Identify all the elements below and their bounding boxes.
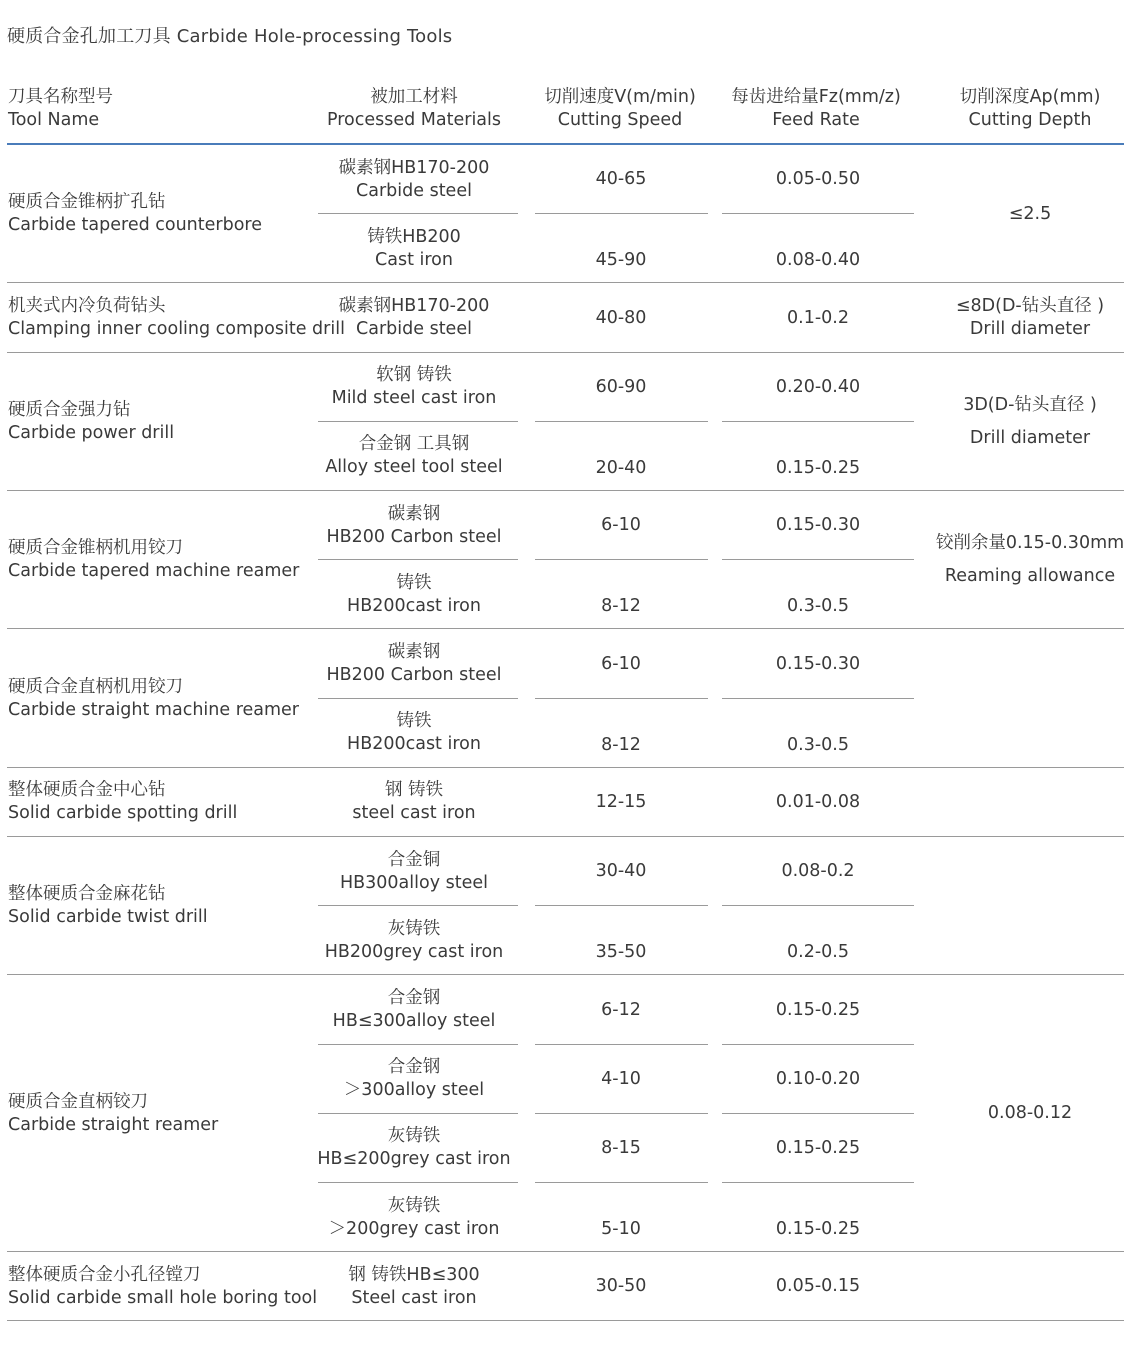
sub-row-divider xyxy=(722,421,914,422)
depth-note: Reaming allowance xyxy=(944,566,1116,587)
sub-row-divider xyxy=(535,905,708,906)
header-tool-en: Tool Name xyxy=(8,110,100,130)
material-en: HB200cast iron xyxy=(347,734,481,755)
header-material-zh: 被加工材料 xyxy=(370,87,458,107)
material-en: Carbide steel xyxy=(356,180,472,201)
feed-value: 0.08-0.40 xyxy=(775,250,861,271)
tool-name-en: Carbide tapered counterbore xyxy=(8,215,262,236)
material-zh: 钢 铸铁 xyxy=(384,780,444,801)
speed-value: 40-80 xyxy=(595,307,647,328)
material-cell xyxy=(310,433,518,479)
feed-value: 0.15-0.25 xyxy=(775,1219,861,1240)
tool-name-en: Solid carbide small hole boring tool xyxy=(8,1287,318,1308)
depth-note: Drill diameter xyxy=(969,319,1091,339)
header-tool-name xyxy=(8,86,113,132)
material-zh: 碳素钢 xyxy=(387,503,441,524)
speed-value: 8-12 xyxy=(601,596,641,617)
material-cell xyxy=(310,503,518,549)
material-en: HB300alloy steel xyxy=(339,872,488,893)
speed-value: 40-65 xyxy=(595,169,647,190)
header-material-en: Processed Materials xyxy=(326,110,502,130)
sub-row-divider xyxy=(535,213,708,214)
material-zh: 碳素钢HB170-200 xyxy=(338,296,490,316)
speed-value: 8-12 xyxy=(601,734,641,755)
tool-name-en: Carbide tapered machine reamer xyxy=(8,561,300,582)
feed-cell xyxy=(722,653,914,676)
feed-cell xyxy=(722,514,914,537)
feed-cell xyxy=(722,860,914,883)
depth-cell xyxy=(930,394,1130,450)
tool-name-zh: 整体硬质合金麻花钻 xyxy=(8,884,166,905)
tool-name-zh: 硬质合金直柄机用铰刀 xyxy=(8,676,183,697)
feed-cell xyxy=(722,1137,914,1160)
material-zh: 灰铸铁 xyxy=(387,1195,441,1216)
material-cell xyxy=(310,226,518,272)
material-cell xyxy=(310,1264,518,1310)
depth-value: 0.08-0.12 xyxy=(987,1103,1073,1124)
feed-cell xyxy=(722,941,914,964)
tool-name xyxy=(8,537,299,583)
material-zh: 合金钢 xyxy=(387,988,441,1008)
material-zh: 碳素钢HB170-200 xyxy=(338,157,490,178)
material-en: ＞200grey cast iron xyxy=(328,1218,500,1239)
feed-cell xyxy=(722,999,914,1022)
feed-cell xyxy=(722,168,914,191)
material-zh: 合金铜 xyxy=(387,849,441,870)
material-en: HB200 Carbon steel xyxy=(326,665,502,685)
material-cell xyxy=(310,157,518,203)
depth-value: ≤8D(D-钻头直径 ) xyxy=(955,296,1105,316)
material-en: Steel cast iron xyxy=(351,1287,477,1308)
material-cell xyxy=(310,572,518,618)
speed-value: 5-10 xyxy=(601,1219,641,1240)
row-divider xyxy=(7,1320,1124,1321)
depth-note: Drill diameter xyxy=(969,427,1091,448)
material-cell xyxy=(310,987,518,1033)
row-divider xyxy=(7,1251,1124,1252)
material-cell xyxy=(310,364,518,410)
feed-value: 0.15-0.25 xyxy=(775,1137,861,1158)
material-cell xyxy=(310,295,518,341)
material-cell xyxy=(310,918,518,964)
depth-value: 铰削余量0.15-0.30mm xyxy=(935,533,1125,554)
speed-cell xyxy=(533,653,709,676)
material-zh: 铸铁 xyxy=(396,572,432,593)
tool-name-zh: 硬质合金锥柄扩孔钻 xyxy=(8,192,166,213)
header-depth-en: Cutting Depth xyxy=(968,110,1092,130)
speed-cell xyxy=(533,1137,709,1160)
tool-name xyxy=(8,399,174,445)
speed-cell xyxy=(533,999,709,1022)
speed-value: 4-10 xyxy=(601,1068,641,1089)
row-divider xyxy=(7,767,1124,768)
feed-cell xyxy=(722,1068,914,1091)
material-en: Alloy steel tool steel xyxy=(325,457,503,478)
material-zh: 合金钢 xyxy=(387,1057,441,1078)
material-zh: 合金钢 工具钢 xyxy=(358,434,470,455)
speed-cell xyxy=(533,376,709,399)
sub-row-divider xyxy=(318,905,518,906)
tool-name xyxy=(8,779,237,825)
header-feed xyxy=(714,86,918,132)
tool-name xyxy=(8,191,262,237)
feed-value: 0.3-0.5 xyxy=(787,734,849,755)
speed-value: 30-40 xyxy=(595,861,647,882)
speed-cell xyxy=(533,860,709,883)
material-zh: 灰铸铁 xyxy=(387,918,441,939)
sub-row-divider xyxy=(535,559,708,560)
sub-row-divider xyxy=(535,1044,708,1045)
feed-value: 0.05-0.15 xyxy=(775,1276,861,1297)
feed-value: 0.3-0.5 xyxy=(787,596,849,617)
material-cell xyxy=(310,1195,518,1241)
sub-row-divider xyxy=(318,559,518,560)
speed-value: 30-50 xyxy=(595,1276,647,1297)
feed-cell xyxy=(722,457,914,480)
speed-value: 45-90 xyxy=(595,250,647,271)
material-en: steel cast iron xyxy=(352,803,476,824)
tool-name xyxy=(8,676,299,722)
feed-value: 0.2-0.5 xyxy=(787,942,849,963)
sub-row-divider xyxy=(535,1113,708,1114)
feed-value: 0.08-0.2 xyxy=(781,861,855,882)
depth-cell xyxy=(930,203,1130,226)
sub-row-divider xyxy=(318,1182,518,1183)
tool-name-zh: 硬质合金直柄铰刀 xyxy=(8,1091,148,1112)
speed-value: 60-90 xyxy=(595,376,647,397)
depth-value: ≤2.5 xyxy=(1008,203,1052,224)
row-divider xyxy=(7,490,1124,491)
tool-name-en: Carbide straight machine reamer xyxy=(8,699,300,720)
speed-value: 6-10 xyxy=(601,515,641,536)
header-feed-zh: 每齿进给量Fz(mm/z) xyxy=(731,87,901,107)
speed-cell xyxy=(533,307,709,330)
material-zh: 灰铸铁 xyxy=(387,1126,441,1147)
feed-cell xyxy=(722,307,914,330)
row-divider xyxy=(7,282,1124,283)
tool-name-zh: 硬质合金锥柄机用铰刀 xyxy=(8,538,183,559)
feed-value: 0.15-0.30 xyxy=(775,515,861,536)
sub-row-divider xyxy=(318,421,518,422)
header-speed-en: Cutting Speed xyxy=(557,110,683,130)
feed-cell xyxy=(722,249,914,272)
tool-name-en: Solid carbide twist drill xyxy=(8,907,208,928)
material-zh: 软钢 铸铁 xyxy=(376,365,452,386)
tool-name xyxy=(8,1091,218,1137)
tool-name-en: Carbide straight reamer xyxy=(8,1114,219,1135)
header-speed-zh: 切削速度V(m/min) xyxy=(544,87,696,107)
header-depth-zh: 切削深度Ap(mm) xyxy=(959,87,1101,107)
row-divider xyxy=(7,836,1124,837)
speed-cell xyxy=(533,514,709,537)
feed-cell xyxy=(722,791,914,814)
feed-cell xyxy=(722,1218,914,1241)
speed-cell xyxy=(533,457,709,480)
row-divider xyxy=(7,628,1124,629)
header-divider xyxy=(7,143,1124,145)
material-cell xyxy=(310,641,518,687)
sub-row-divider xyxy=(318,1113,518,1114)
speed-value: 8-15 xyxy=(601,1137,641,1158)
material-en: HB≤300alloy steel xyxy=(332,1011,496,1031)
sub-row-divider xyxy=(722,213,914,214)
depth-cell xyxy=(930,295,1130,341)
row-divider xyxy=(7,352,1124,353)
material-cell xyxy=(310,1056,518,1102)
sub-row-divider xyxy=(535,698,708,699)
tool-name-zh: 整体硬质合金中心钻 xyxy=(8,780,166,801)
header-depth xyxy=(930,86,1130,132)
material-en: Carbide steel xyxy=(356,319,472,339)
header-feed-en: Feed Rate xyxy=(772,110,860,130)
page-title: 硬质合金孔加工刀具 Carbide Hole-processing Tools xyxy=(7,26,453,47)
sub-row-divider xyxy=(318,213,518,214)
material-zh: 铸铁 xyxy=(396,711,432,732)
sub-row-divider xyxy=(722,1044,914,1045)
tool-name-en: Carbide power drill xyxy=(8,422,175,443)
feed-value: 0.15-0.25 xyxy=(775,999,861,1020)
feed-cell xyxy=(722,1275,914,1298)
feed-cell xyxy=(722,734,914,757)
speed-value: 20-40 xyxy=(595,457,647,478)
sub-row-divider xyxy=(722,1182,914,1183)
depth-cell xyxy=(930,532,1130,588)
material-zh: 钢 铸铁HB≤300 xyxy=(348,1264,480,1285)
sub-row-divider xyxy=(722,905,914,906)
speed-value: 35-50 xyxy=(595,942,647,963)
material-en: HB≤200grey cast iron xyxy=(317,1149,511,1170)
speed-cell xyxy=(533,1068,709,1091)
header-material xyxy=(310,86,518,132)
material-en: HB200cast iron xyxy=(347,595,481,616)
material-zh: 碳素钢 xyxy=(387,642,441,662)
row-divider xyxy=(7,974,1124,975)
material-en: HB200grey cast iron xyxy=(324,941,504,962)
material-zh: 铸铁HB200 xyxy=(367,226,461,247)
sub-row-divider xyxy=(722,1113,914,1114)
depth-cell xyxy=(930,1102,1130,1125)
speed-value: 12-15 xyxy=(595,791,647,812)
material-en: ＞300alloy steel xyxy=(343,1080,485,1101)
speed-cell xyxy=(533,941,709,964)
feed-value: 0.15-0.25 xyxy=(775,457,861,478)
speed-cell xyxy=(533,1275,709,1298)
header-speed xyxy=(522,86,718,132)
feed-cell xyxy=(722,376,914,399)
sub-row-divider xyxy=(535,1182,708,1183)
header-tool-zh: 刀具名称型号 xyxy=(8,87,113,107)
depth-value: 3D(D-钻头直径 ) xyxy=(963,394,1097,415)
feed-value: 0.10-0.20 xyxy=(775,1068,861,1089)
speed-value: 6-10 xyxy=(601,653,641,674)
material-cell xyxy=(310,779,518,825)
tool-name-zh: 硬质合金强力钻 xyxy=(8,399,131,420)
speed-value: 6-12 xyxy=(601,999,641,1020)
feed-value: 0.20-0.40 xyxy=(775,376,861,397)
tool-name-zh: 机夹式内冷负荷钻头 xyxy=(8,296,166,316)
sub-row-divider xyxy=(318,698,518,699)
sub-row-divider xyxy=(535,421,708,422)
speed-cell xyxy=(533,168,709,191)
tool-name xyxy=(8,883,208,929)
feed-value: 0.1-0.2 xyxy=(787,307,849,328)
material-cell xyxy=(310,710,518,756)
tool-name-zh: 整体硬质合金小孔径镗刀 xyxy=(8,1264,201,1285)
material-en: Mild steel cast iron xyxy=(331,388,497,409)
sub-row-divider xyxy=(722,698,914,699)
sub-row-divider xyxy=(318,1044,518,1045)
material-en: HB200 Carbon steel xyxy=(326,526,502,547)
tool-name xyxy=(8,295,345,341)
feed-value: 0.15-0.30 xyxy=(775,653,861,674)
speed-cell xyxy=(533,595,709,618)
feed-value: 0.05-0.50 xyxy=(775,169,861,190)
speed-cell xyxy=(533,734,709,757)
tool-name xyxy=(8,1264,317,1310)
speed-cell xyxy=(533,791,709,814)
tool-name-en: Solid carbide spotting drill xyxy=(8,803,238,824)
speed-cell xyxy=(533,1218,709,1241)
material-cell xyxy=(310,849,518,895)
sub-row-divider xyxy=(722,559,914,560)
feed-value: 0.01-0.08 xyxy=(775,791,861,812)
feed-cell xyxy=(722,595,914,618)
material-en: Cast iron xyxy=(375,249,453,270)
tool-name-en: Clamping inner cooling composite drill xyxy=(8,319,345,339)
speed-cell xyxy=(533,249,709,272)
material-cell xyxy=(310,1125,518,1171)
